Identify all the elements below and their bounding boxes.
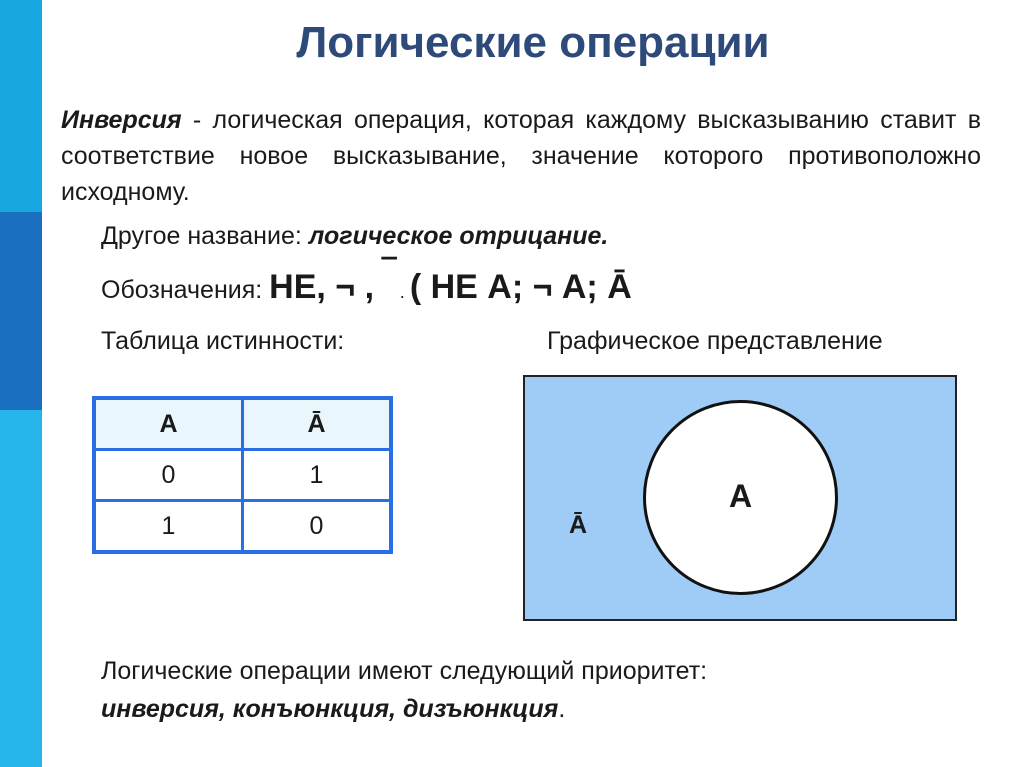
notation-line [101, 254, 632, 307]
definition-paragraph [61, 102, 981, 210]
priority-end: . [558, 695, 566, 723]
definition-term: Инверсия [61, 106, 182, 134]
venn-circle-a [643, 400, 838, 595]
table-row [94, 450, 391, 501]
venn-outer-label: Ā [569, 511, 588, 539]
truth-table [92, 396, 393, 554]
graphic-label: Графическое представление [547, 327, 883, 355]
venn-diagram [523, 375, 957, 621]
table-cell: 1 [94, 501, 243, 553]
truth-table-label: Таблица истинности: [101, 327, 345, 355]
other-name-label: Другое название: [101, 222, 309, 250]
side-accent-bar [0, 0, 42, 767]
notation-label: Обозначения: [101, 276, 270, 304]
table-row [94, 501, 391, 553]
table-cell: 1 [243, 450, 392, 501]
table-cell: 0 [94, 450, 243, 501]
priority-sentence: Логические операции имеют следующий приоритет: [101, 657, 708, 685]
side-accent-top [0, 0, 42, 212]
notation-symbol-ne: НЕ, [269, 268, 336, 306]
table-header-row [94, 398, 391, 450]
notation-symbol-neg: ¬ , [335, 268, 384, 306]
venn-inner-label: А [728, 478, 753, 514]
notation-dot: . [394, 282, 410, 302]
priority-text [101, 652, 707, 728]
table-cell: 0 [243, 501, 392, 553]
notation-symbol-bar: ‾ [383, 254, 395, 292]
other-name-value: логическое отрицание. [308, 222, 609, 250]
other-name-line [101, 222, 608, 251]
priority-order: инверсия, конъюнкция, дизъюнкция [101, 695, 559, 723]
side-accent-bottom [0, 410, 42, 767]
table-header-not-a: Ā [243, 398, 392, 450]
definition-text: - логическая операция, которая каждому высказыванию ставит в соответствие новое высказывание, значение которого противоположно исходному. [61, 106, 981, 206]
priority-order-line [101, 690, 707, 728]
notation-examples: ( НЕ А; ¬ А; Ā [409, 268, 632, 306]
page-title: Логические операции [296, 18, 770, 67]
side-accent-middle [0, 212, 42, 410]
table-header-a: А [94, 398, 243, 450]
